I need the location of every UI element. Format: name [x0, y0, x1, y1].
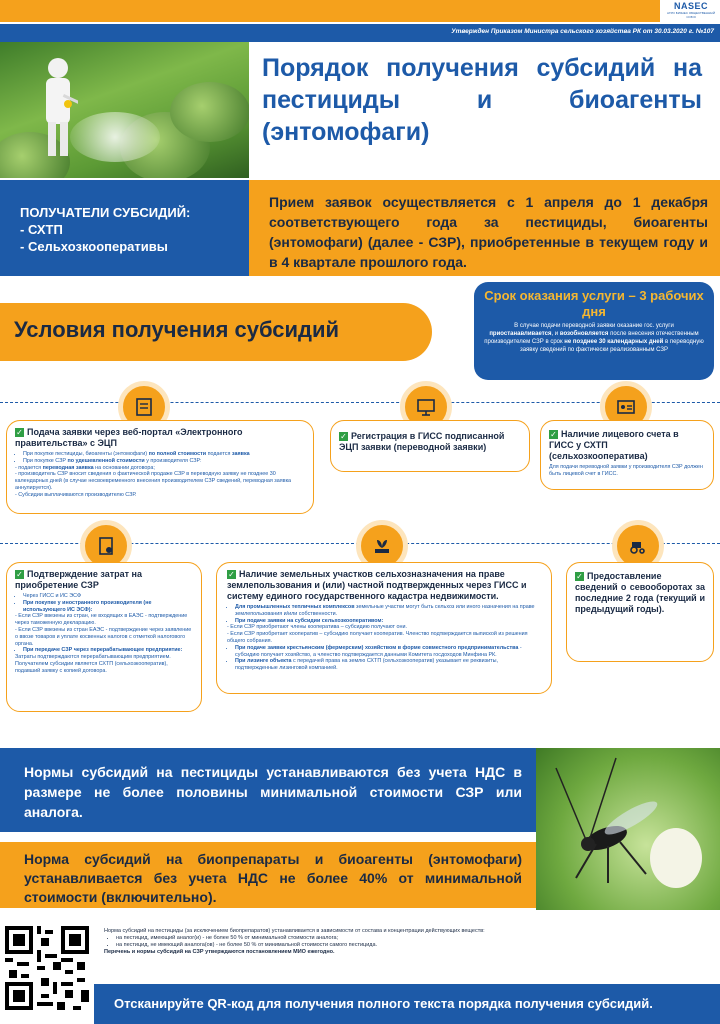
- card-land: ✓ Наличие земельных участков сельхозназначения на праве землепользования и (или) частной подтвержденных через ГИСС и систему единого государственного кадастра недвижимости. • Для промышленных тепличных комплексов земельные участки могут быть сельхоз или иного назначения на праве землепользования и/или собственности. • При подаче заявки на субсидии сельхозкооперативом: - Если СЗР приобретают члены кооператива – субсидию получают они. - Если СЗР приобретает кооператив – субсидию получает кооператив. Членство подтверждается выпиской из решения общего собрания. • При подаче заявки крестьянским (фермерским) хозяйством в форме совместного предпринимательства - субсидию получает хозяйство, а членство подтверждается данными Комитета госдоходов Минфина РК. • При лизинге объекта с передачей права на землю СХТП (сельхозкооператив) указывает ее реквизиты, подтвержденные лизинговой компанией.: [216, 562, 552, 694]
- logo-subtitle: АГРО БИЗНЕС ОБЩЕСТВЕННЫЙ СОЮЗ: [667, 11, 715, 19]
- card-expenses: ✓ Подтверждение затрат на приобретение СЗР • Через ГИСС и ИС ЭСФ • При покупке у иностранного производителя (не использующего ИС ЭСФ): - Если СЗР ввезены из стран, не входящих в ЕАЭС - подтверждение через таможенную декларацию. - Если СЗР ввезены из стран ЕАЭС - подтверждение через заявление о ввозе товаров и уплате косвенных налогов с отметкой налогового органа. • При передаче СЗР через перерабатывающее предприятие: Затраты подтверждаются перерабатывающим предприятием. Получателем субсидии является СХТП (сельхозкооператив), подавший заявку с копией договора.: [6, 562, 202, 712]
- insect-photo: [536, 748, 720, 910]
- checkmark-icon: ✓: [550, 430, 557, 440]
- nasec-logo: [664, 1, 718, 21]
- checkmark-icon: ✓: [576, 572, 583, 582]
- bio-norm-panel: [0, 842, 536, 908]
- card-crop-rotation: [566, 562, 714, 662]
- service-term-title: Срок оказания услуги – 3 рабочих дня: [484, 288, 704, 319]
- checkmark-icon: ✓: [340, 432, 347, 442]
- bio-norm-text: Норма субсидий на биопрепараты и биоагенты (энтомофаги) устанавливается без учета НДС не более 40% от минимальной стоимости (включительно).: [24, 851, 522, 905]
- card-title: Подача заявки через веб-портал «Электронного правительства» с ЭЦП: [15, 427, 243, 448]
- order-reference: Утвержден Приказом Министра сельского хозяйства РК от 30.03.2020 г. №107: [451, 28, 714, 35]
- conditions-title: Условия получения субсидий: [14, 317, 340, 342]
- service-term-box: [474, 282, 714, 380]
- card-title: Регистрация в ГИСС подписанной ЭЦП заявки (переводной заявки): [339, 431, 505, 452]
- pesticide-norm-text: Нормы субсидий на пестициды устанавливаются без учета НДС в размере не более половины минимальной стоимости СЗР или аналога.: [24, 764, 522, 820]
- conditions-heading: [0, 303, 432, 361]
- acceptance-text: Прием заявок осуществляется с 1 апреля до 1 декабря соответствующего года за пестициды, биоагенты (энтомофаги) (далее - СЗР), приобретенные в текущем году и в 4 квартале прошлого года.: [269, 194, 708, 270]
- acceptance-panel: [249, 180, 720, 276]
- card-account: ✓ Наличие лицевого счета в ГИСС у СХТП (сельхозкооператива) Для подачи переводной заявки у производителя СЗР должен быть лицевой счет в ГИСС.: [540, 420, 714, 490]
- spraying-photo: [0, 42, 249, 178]
- logo-text: NASEC: [673, 1, 708, 11]
- card-application: ✓ Подача заявки через веб-портал «Электронного правительства» с ЭЦП • При покупке пестициды, биоагенты (энтомофаги) по полной стоимости подается заявка • При покупке СЗР по удешевленной стоимости у производителя СЗР: - подается переводная заявка на основании договора; - производитель СЗР вносит сведения о фактической продаже СЗР в переводную заявку не позднее 30 календарных дней (в случае несвоевременного внесения производителем СЗР сведений, переводная заявка аннулируется). - Субсидии выплачиваются производителю СЗР.: [6, 420, 314, 514]
- recipients-panel: [0, 180, 249, 276]
- card-title: Подтверждение затрат на приобретение СЗР: [15, 569, 142, 590]
- checkmark-icon: ✓: [228, 570, 235, 580]
- recipient-item: - Сельхозкооперативы: [20, 239, 168, 254]
- title-block: [262, 52, 702, 162]
- pesticide-norm-panel: [0, 748, 536, 832]
- recipient-item: - СХТП: [20, 222, 63, 237]
- checkmark-icon: ✓: [16, 428, 23, 438]
- service-term-text: В случае подачи переводной заявки оказание гос. услуги приостанавливается, и возобновляется после внесения отечественным производителем СЗР в срок не позднее 30 календарных дней в переводную заявку сведений по фактически реализованным СЗР: [484, 323, 704, 353]
- farmer-figure: [38, 54, 78, 164]
- fine-print: Норма субсидий на пестициды (за исключением биопрепаратов) устанавливается в зависимости от состава и концентрации действующих веществ: • на пестицид, имеющий аналог(и) - не более 50 % от минимальной стоимости аналога; • на пестицид, не имеющий аналога(ов) - не более 50 % от минимальной стоимости самого пестицида. Перечень и нормы субсидий на СЗР утверждаются постановлением МИО ежегодно.: [104, 928, 664, 956]
- card-registration: [330, 420, 530, 472]
- qr-code[interactable]: [4, 926, 90, 1010]
- scan-qr-banner: [94, 984, 720, 1024]
- card-title: Наличие земельных участков сельхозназначения на праве землепользования и (или) частной подтвержденных через ГИСС и систему единого государственного кадастра недвижимости.: [227, 569, 527, 601]
- page-title: Порядок получения субсидий на пестициды и биоагенты (энтомофаги): [262, 54, 702, 146]
- checkmark-icon: ✓: [16, 570, 23, 580]
- recipients-heading: ПОЛУЧАТЕЛИ СУБСИДИЙ:: [20, 205, 191, 220]
- card-title: Предоставление сведений о севооборотах за последние 2 года (текущий и предыдущий годы).: [575, 571, 705, 614]
- card-title: Наличие лицевого счета в ГИСС у СХТП (сельхозкооператива): [549, 429, 679, 461]
- top-orange-bar: [0, 0, 660, 22]
- scan-qr-text: Отсканируйте QR-код для получения полного текста порядка получения субсидий.: [114, 996, 653, 1011]
